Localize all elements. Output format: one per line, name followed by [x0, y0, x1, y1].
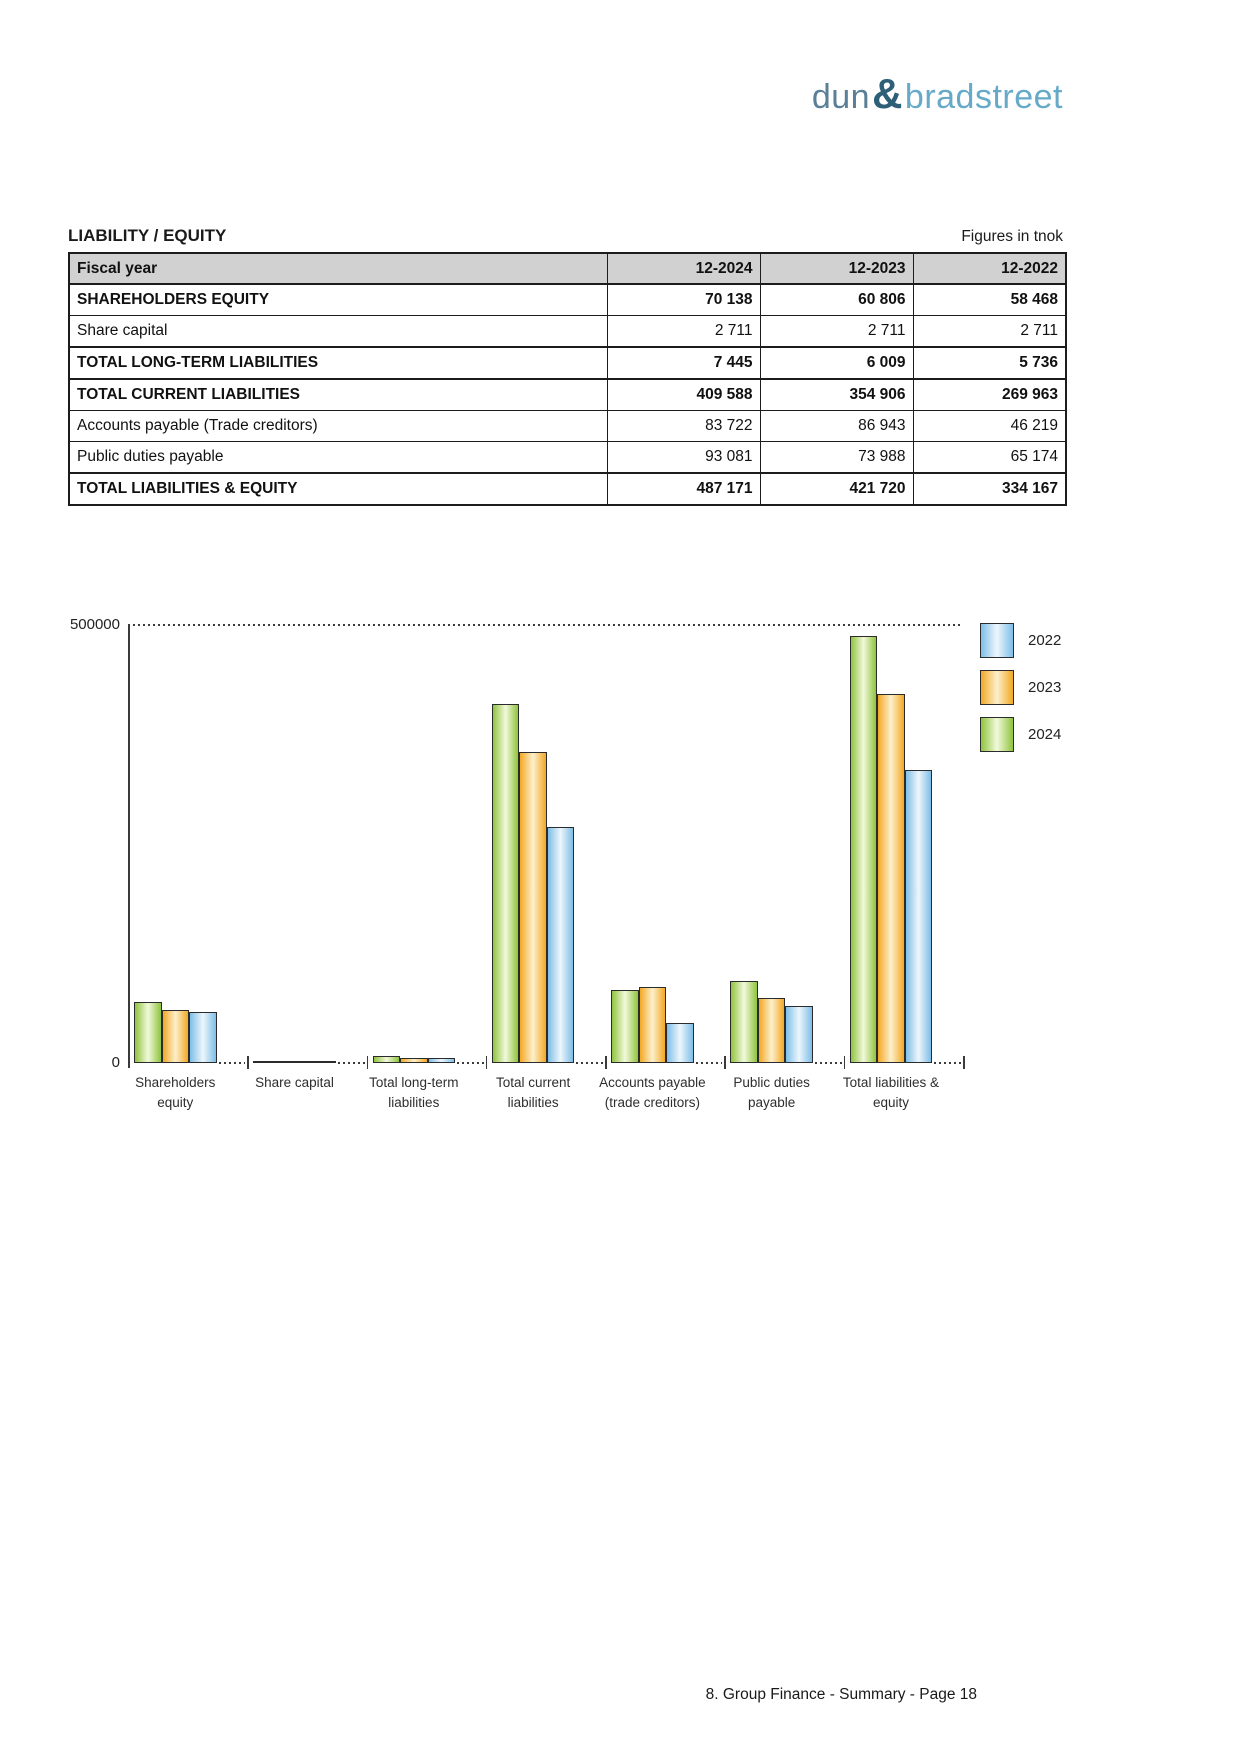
- x-axis-tick: [247, 1056, 249, 1069]
- category-label-line: liabilities: [507, 1095, 559, 1110]
- category-label-line: payable: [748, 1095, 796, 1110]
- y-axis-label-max: 500000: [69, 616, 120, 633]
- value-cell: 70 138: [607, 284, 760, 316]
- table-row: [69, 347, 1066, 379]
- baseline-dotted-segment: [696, 1062, 723, 1064]
- table-row: [69, 379, 1066, 411]
- row-label-cell: TOTAL LIABILITIES & EQUITY: [69, 473, 607, 505]
- legend-label: 2023: [1028, 679, 1062, 696]
- bar-2023: [162, 1010, 190, 1063]
- baseline-dotted-segment: [576, 1062, 603, 1064]
- row-label-cell: SHAREHOLDERS EQUITY: [69, 284, 607, 316]
- value-cell: 46 219: [913, 411, 1066, 442]
- row-label-cell: Accounts payable (Trade creditors): [69, 411, 607, 442]
- bar-2024: [373, 1056, 401, 1063]
- category-label-line: Public duties: [733, 1075, 810, 1090]
- bar-2024: [850, 636, 878, 1063]
- baseline-dotted-segment: [219, 1062, 246, 1064]
- value-cell: 83 722: [607, 411, 760, 442]
- y-axis-label-zero: 0: [111, 1054, 120, 1071]
- row-label-cell: Public duties payable: [69, 442, 607, 474]
- table-row: [69, 411, 1066, 442]
- category-label-line: Shareholders: [135, 1075, 216, 1090]
- category-label-line: Accounts payable: [599, 1075, 706, 1090]
- x-axis-tick: [367, 1056, 369, 1069]
- bar-2024: [492, 704, 520, 1063]
- bar-2023: [281, 1061, 309, 1063]
- value-cell: 2 711: [607, 316, 760, 348]
- table-row: [69, 316, 1066, 348]
- bar-2022: [308, 1061, 336, 1063]
- logo-ampersand-icon: &: [872, 70, 903, 117]
- logo-text-bradstreet: bradstreet: [904, 78, 1063, 116]
- category-label-line: (trade creditors): [604, 1095, 701, 1110]
- legend-label: 2024: [1028, 726, 1062, 743]
- x-axis-tick: [605, 1056, 607, 1069]
- table-row: [69, 284, 1066, 316]
- value-cell: 86 943: [760, 411, 913, 442]
- value-cell: 487 171: [607, 473, 760, 505]
- legend-item: [980, 670, 1061, 705]
- bar-2022: [905, 770, 933, 1063]
- category-label: [100, 1073, 250, 1113]
- value-cell: 60 806: [760, 284, 913, 316]
- chart-legend: [980, 0, 1140, 800]
- value-cell: 73 988: [760, 442, 913, 474]
- legend-swatch-2024: [980, 717, 1014, 752]
- y-axis: [128, 625, 130, 1068]
- legend-item: [980, 717, 1061, 752]
- x-axis-tick: [724, 1056, 726, 1069]
- bar-2024: [730, 981, 758, 1063]
- value-cell: 7 445: [607, 347, 760, 379]
- bar-2022: [189, 1012, 217, 1063]
- category-label-line: equity: [872, 1095, 909, 1110]
- value-cell: 65 174: [913, 442, 1066, 474]
- bar-2022: [785, 1006, 813, 1063]
- value-cell: 334 167: [913, 473, 1066, 505]
- bar-2023: [400, 1058, 428, 1063]
- gridline-500000: [128, 624, 963, 626]
- value-cell: 58 468: [913, 284, 1066, 316]
- logo-text-dun: dun: [811, 78, 871, 116]
- bar-2024: [611, 990, 639, 1063]
- bar-2022: [428, 1058, 456, 1063]
- category-label-line: liabilities: [388, 1095, 440, 1110]
- bar-2023: [758, 998, 786, 1063]
- row-label-cell: Share capital: [69, 316, 607, 348]
- value-cell: 93 081: [607, 442, 760, 474]
- table-row: [69, 442, 1066, 474]
- figures-unit-note: Figures in tnok: [961, 228, 1063, 245]
- value-cell: 6 009: [760, 347, 913, 379]
- category-label-line: Total long-term: [369, 1075, 459, 1090]
- column-header-fiscal-year: Fiscal year: [69, 253, 607, 284]
- baseline-dotted-segment: [457, 1062, 484, 1064]
- bar-2024: [134, 1002, 162, 1063]
- value-cell: 354 906: [760, 379, 913, 411]
- baseline-dotted-segment: [815, 1062, 842, 1064]
- bar-2022: [547, 827, 575, 1063]
- value-cell: 2 711: [760, 316, 913, 348]
- value-cell: 2 711: [913, 316, 1066, 348]
- row-label-cell: TOTAL LONG-TERM LIABILITIES: [69, 347, 607, 379]
- column-header-12-2023: 12-2023: [760, 253, 913, 284]
- table-header-row: [69, 253, 1066, 284]
- x-axis-tick: [963, 1056, 965, 1069]
- category-label: [220, 1073, 370, 1093]
- column-header-12-2022: 12-2022: [913, 253, 1066, 284]
- value-cell: 5 736: [913, 347, 1066, 379]
- category-label-line: Total liabilities &: [842, 1075, 939, 1090]
- value-cell: 269 963: [913, 379, 1066, 411]
- value-cell: 421 720: [760, 473, 913, 505]
- category-label: [458, 1073, 608, 1113]
- row-label-cell: TOTAL CURRENT LIABILITIES: [69, 379, 607, 411]
- bar-2024: [253, 1061, 281, 1063]
- category-label: [577, 1073, 727, 1113]
- category-label: [697, 1073, 847, 1113]
- page-footer: 8. Group Finance - Summary - Page 18: [705, 1686, 977, 1703]
- liability-equity-table: [68, 252, 1067, 506]
- column-header-12-2024: 12-2024: [607, 253, 760, 284]
- category-label: [816, 1073, 966, 1113]
- legend-item: [980, 623, 1061, 658]
- legend-swatch-2022: [980, 623, 1014, 658]
- legend-label: 2022: [1028, 632, 1062, 649]
- bar-2022: [666, 1023, 694, 1063]
- category-label-line: Share capital: [255, 1075, 334, 1090]
- category-label: [339, 1073, 489, 1113]
- baseline-dotted-segment: [934, 1062, 961, 1064]
- bar-2023: [519, 752, 547, 1063]
- bar-2023: [877, 694, 905, 1063]
- category-label-line: equity: [157, 1095, 194, 1110]
- x-axis-tick: [486, 1056, 488, 1069]
- table-row: [69, 473, 1066, 505]
- legend-swatch-2023: [980, 670, 1014, 705]
- table-body: [69, 284, 1066, 505]
- value-cell: 409 588: [607, 379, 760, 411]
- category-label-line: Total current: [495, 1075, 571, 1090]
- section-title: LIABILITY / EQUITY: [68, 226, 227, 245]
- bar-2023: [639, 987, 667, 1063]
- x-axis-tick: [844, 1056, 846, 1069]
- baseline-dotted-segment: [338, 1062, 365, 1064]
